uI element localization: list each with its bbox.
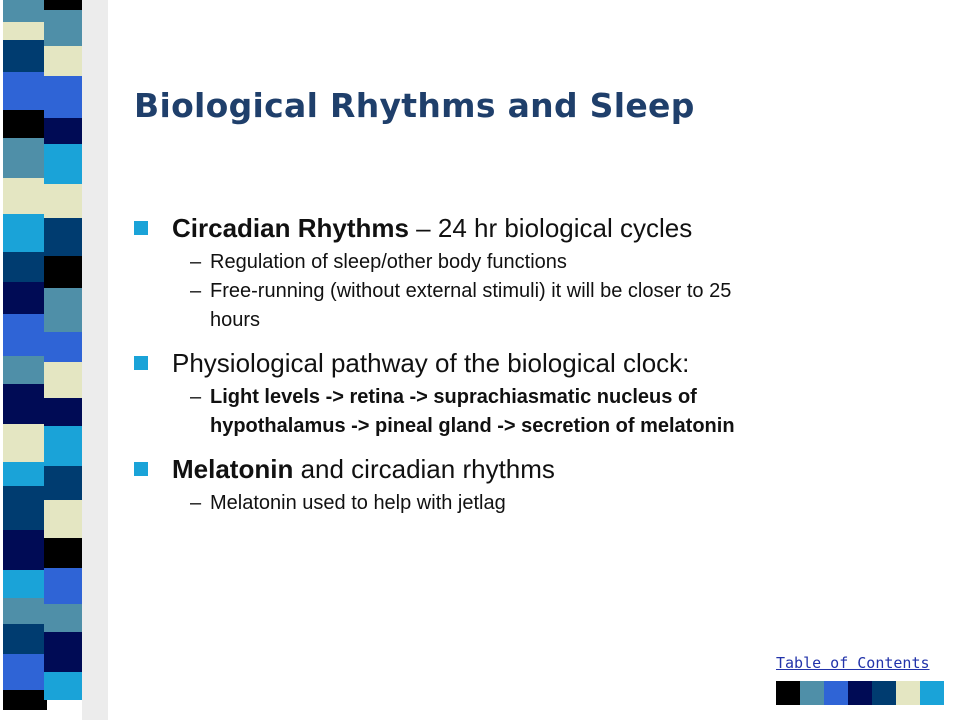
slide-body <box>134 208 934 518</box>
dash-marker: – <box>190 492 202 514</box>
bullet-bold-text: Circadian Rhythms <box>172 213 409 243</box>
bullet-text: – 24 hr biological cycles <box>408 213 693 243</box>
square-bullet-icon <box>134 356 148 370</box>
bullet-circadian-rhythms <box>134 208 934 248</box>
square-bullet-icon <box>134 462 148 476</box>
sub-bullet-text: Light levels -> retina -> suprachiasmatic nucleus of <box>210 386 697 408</box>
table-of-contents-link[interactable]: Table of Contents <box>776 654 930 672</box>
bullet-text: Physiological pathway of the biological clock: <box>172 348 690 378</box>
sub-bullet <box>134 383 934 441</box>
nav-square[interactable] <box>800 681 824 705</box>
nav-square[interactable] <box>824 681 848 705</box>
bullet-physiological-pathway <box>134 343 934 383</box>
nav-square[interactable] <box>776 681 800 705</box>
bullet-melatonin <box>134 449 934 489</box>
nav-squares <box>776 681 944 705</box>
nav-square[interactable] <box>920 681 944 705</box>
sub-bullet-continuation: hours <box>210 309 261 331</box>
sub-bullet <box>134 277 934 335</box>
bullet-text: and circadian rhythms <box>293 454 555 484</box>
sub-bullet-text: Melatonin used to help with jetlag <box>210 492 506 514</box>
decorative-side-band <box>0 0 108 720</box>
nav-square[interactable] <box>896 681 920 705</box>
sub-bullet-continuation: hypothalamus -> pineal gland -> secretion of melatonin <box>210 415 735 437</box>
sub-bullet <box>134 248 934 277</box>
nav-square[interactable] <box>848 681 872 705</box>
dash-marker: – <box>190 280 202 302</box>
sub-bullet-text: Regulation of sleep/other body functions <box>210 251 567 273</box>
slide-title: Biological Rhythms and Sleep <box>134 86 695 125</box>
nav-square[interactable] <box>872 681 896 705</box>
sub-bullet <box>134 489 934 518</box>
dash-marker: – <box>190 386 202 408</box>
bullet-bold-text: Melatonin <box>172 454 294 484</box>
sub-bullet-text: Free-running (without external stimuli) it will be closer to 25 <box>210 280 732 302</box>
square-bullet-icon <box>134 221 148 235</box>
dash-marker: – <box>190 251 202 273</box>
